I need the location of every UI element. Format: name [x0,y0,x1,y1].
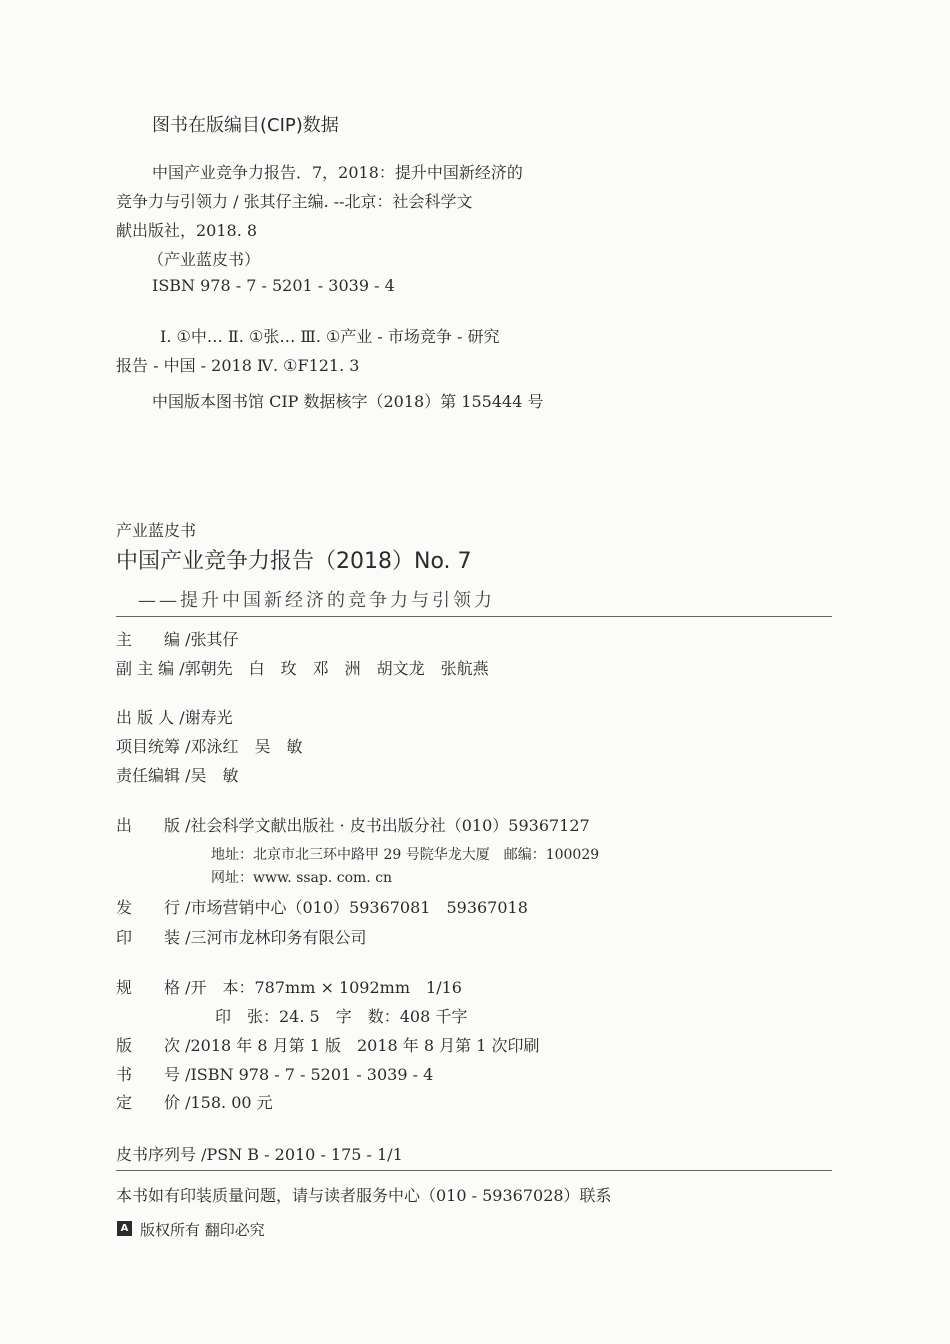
isbn-label: 书 号 / [116,1065,191,1084]
price-value: 158. 00 元 [190,1093,273,1112]
edition-label: 版 次 / [116,1036,191,1055]
edition-row [116,1033,540,1056]
credit-label: 责任编辑 / [116,766,191,785]
credit-value: 郭朝先 白 玫 邓 洲 胡文龙 张航燕 [184,659,489,678]
sheets-value: 印 张：24. 5 字 数：408 千字 [215,1007,468,1026]
series-number-row [116,1142,403,1165]
credit-responsible-editor [116,763,239,786]
cip-line-4: （产业蓝皮书） [148,250,261,269]
cip-line-2: 竞争力与引领力 / 张其仔主编. --北京：社会科学文 [116,192,473,211]
cip-line-8: 中国版本图书馆 CIP 数据核字（2018）第 155444 号 [152,392,544,411]
isbn-row [116,1062,433,1085]
cip-line-6: Ⅰ. ①中… Ⅱ. ①张… Ⅲ. ①产业 - 市场竞争 - 研究 [160,327,500,346]
credit-value: 张其仔 [190,630,239,649]
format-row [116,975,462,998]
publisher-label: 出 版 / [116,816,191,835]
credit-value: 谢寿光 [184,708,233,727]
series-number-label: 皮书序列号 / [116,1145,207,1164]
distribution-value: 市场营销中心（010）59367081 59367018 [190,898,528,917]
cip-line-5: ISBN 978 - 7 - 5201 - 3039 - 4 [152,276,395,295]
printing-value: 三河市龙林印务有限公司 [190,928,367,947]
isbn-value: ISBN 978 - 7 - 5201 - 3039 - 4 [190,1065,434,1084]
credit-project-coordinator [116,734,303,757]
credit-value: 吴 敏 [190,766,239,785]
book-subtitle: ——提升中国新经济的竞争力与引领力 [138,590,495,611]
credit-label: 出 版 人 / [116,708,185,727]
series-number-value: PSN B - 2010 - 175 - 1/1 [206,1145,403,1164]
price-row [116,1090,273,1113]
distribution-row [116,895,528,918]
credit-label: 项目统筹 / [116,737,191,756]
publisher-value: 社会科学文献出版社 · 皮书出版分社（010）59367127 [190,816,590,835]
copyright-notice: 版权所有 翻印必究 [140,1221,265,1239]
divider-top [116,616,832,617]
cip-line-3: 献出版社，2018. 8 [116,221,258,240]
publisher-row [116,813,590,836]
cip-line-7: 报告 - 中国 - 2018 Ⅳ. ①F121. 3 [116,356,360,375]
credit-chief-editor [116,627,239,650]
cip-heading: 图书在版编目(CIP)数据 [152,115,339,136]
credit-label: 主 编 / [116,630,191,649]
credit-value: 邓泳红 吴 敏 [190,737,303,756]
cip-line-1: 中国产业竞争力报告．7，2018：提升中国新经济的 [152,163,523,182]
series-name: 产业蓝皮书 [116,521,197,540]
format-label: 规 格 / [116,978,191,997]
quality-notice: 本书如有印装质量问题，请与读者服务中心（010 - 59367028）联系 [116,1186,612,1205]
edition-value: 2018 年 8 月第 1 版 2018 年 8 月第 1 次印刷 [190,1036,540,1055]
publisher-logo-icon: A [117,1221,132,1236]
credit-deputy-editors [116,656,489,679]
printing-row [116,925,367,948]
publisher-website: 网址：www. ssap. com. cn [211,870,393,886]
distribution-label: 发 行 / [116,898,191,917]
credit-label: 副 主 编 / [116,659,185,678]
credit-publisher-person [116,705,233,728]
divider-bottom [116,1170,832,1171]
book-title: 中国产业竞争力报告（2018）No. 7 [116,549,472,574]
format-value: 开 本：787mm × 1092mm 1/16 [190,978,462,997]
printing-label: 印 装 / [116,928,191,947]
price-label: 定 价 / [116,1093,191,1112]
publisher-address: 地址：北京市北三环中路甲 29 号院华龙大厦 邮编：100029 [211,847,600,863]
